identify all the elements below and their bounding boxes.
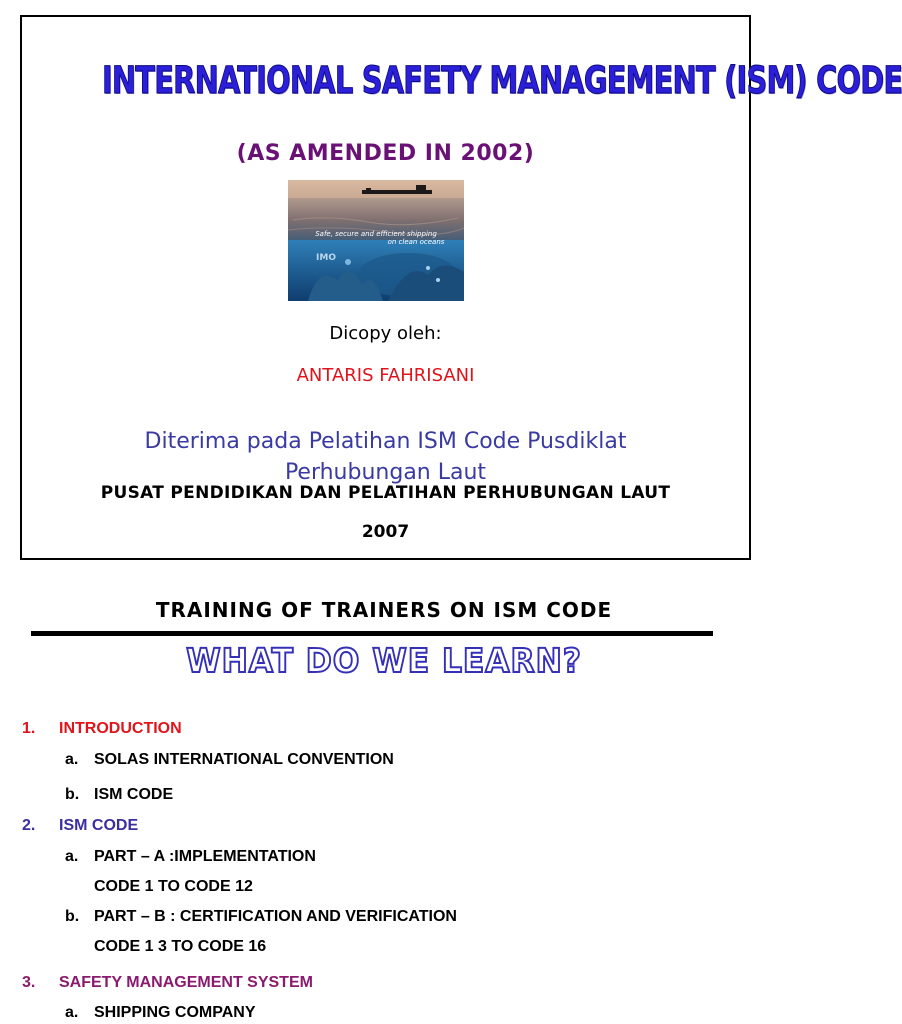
- outline-item-1a: [65, 751, 394, 769]
- outline-number: a.: [65, 848, 79, 865]
- outline-number: b.: [65, 786, 80, 803]
- copied-by-label: Dicopy oleh:: [329, 323, 442, 344]
- institute-name: PUSAT PENDIDIKAN DAN PELATIHAN PERHUBUNGAN LAUT: [100, 483, 671, 503]
- outline-label: CODE 1 TO CODE 12: [94, 878, 253, 895]
- wordart-heading: WHAT DO WE LEARN?: [186, 641, 582, 680]
- year: 2007: [361, 522, 410, 542]
- outline-item-1b: [65, 786, 173, 804]
- outline-label: PART – A :IMPLEMENTATION: [94, 848, 316, 865]
- outline-number: 1.: [22, 720, 36, 737]
- outline-item-3a: [65, 1004, 256, 1022]
- title-slide: [20, 15, 902, 560]
- outline-number: a.: [65, 751, 79, 768]
- outline-item-2a-detail: [94, 878, 253, 896]
- outline-number: a.: [65, 1004, 79, 1021]
- outline-label: SHIPPING COMPANY: [94, 1004, 256, 1021]
- training-heading: TRAINING OF TRAINERS ON ISM CODE: [155, 598, 613, 622]
- outline-number: b.: [65, 908, 80, 925]
- author-name: ANTARIS FAHRISANI: [296, 365, 475, 386]
- outline-label: SAFETY MANAGEMENT SYSTEM: [59, 974, 313, 991]
- received-note: Diterima pada Pelatihan ISM Code Pusdiklat Perhubungan Laut: [144, 429, 627, 485]
- slide-subtitle: (AS AMENDED IN 2002): [236, 141, 535, 166]
- outline-item-1: [22, 720, 182, 738]
- outline-label: INTRODUCTION: [59, 720, 182, 737]
- outline-item-2a: [65, 848, 316, 866]
- outline-label: CODE 1 3 TO CODE 16: [94, 938, 267, 955]
- outline-label: ISM CODE: [59, 817, 139, 834]
- outline-label: ISM CODE: [94, 786, 174, 803]
- imo-logo: IMO: [316, 253, 336, 263]
- outline-item-2: [22, 817, 138, 835]
- ship-ocean-image: [288, 180, 464, 301]
- outline-label: SOLAS INTERNATIONAL CONVENTION: [94, 751, 394, 768]
- image-caption-2: on clean oceans: [387, 238, 445, 246]
- outline-item-2b: [65, 908, 457, 926]
- outline-item-3: [22, 974, 313, 992]
- outline-number: 2.: [22, 817, 36, 834]
- outline-label: PART – B : CERTIFICATION AND VERIFICATION: [94, 908, 457, 925]
- heading-divider: [31, 631, 713, 636]
- outline-item-2b-detail: [94, 938, 266, 956]
- outline-number: 3.: [22, 974, 36, 991]
- image-caption-1: Safe, secure and efficient shipping: [315, 230, 437, 238]
- slide-title: INTERNATIONAL SAFETY MANAGEMENT (ISM) CODE: [101, 59, 902, 102]
